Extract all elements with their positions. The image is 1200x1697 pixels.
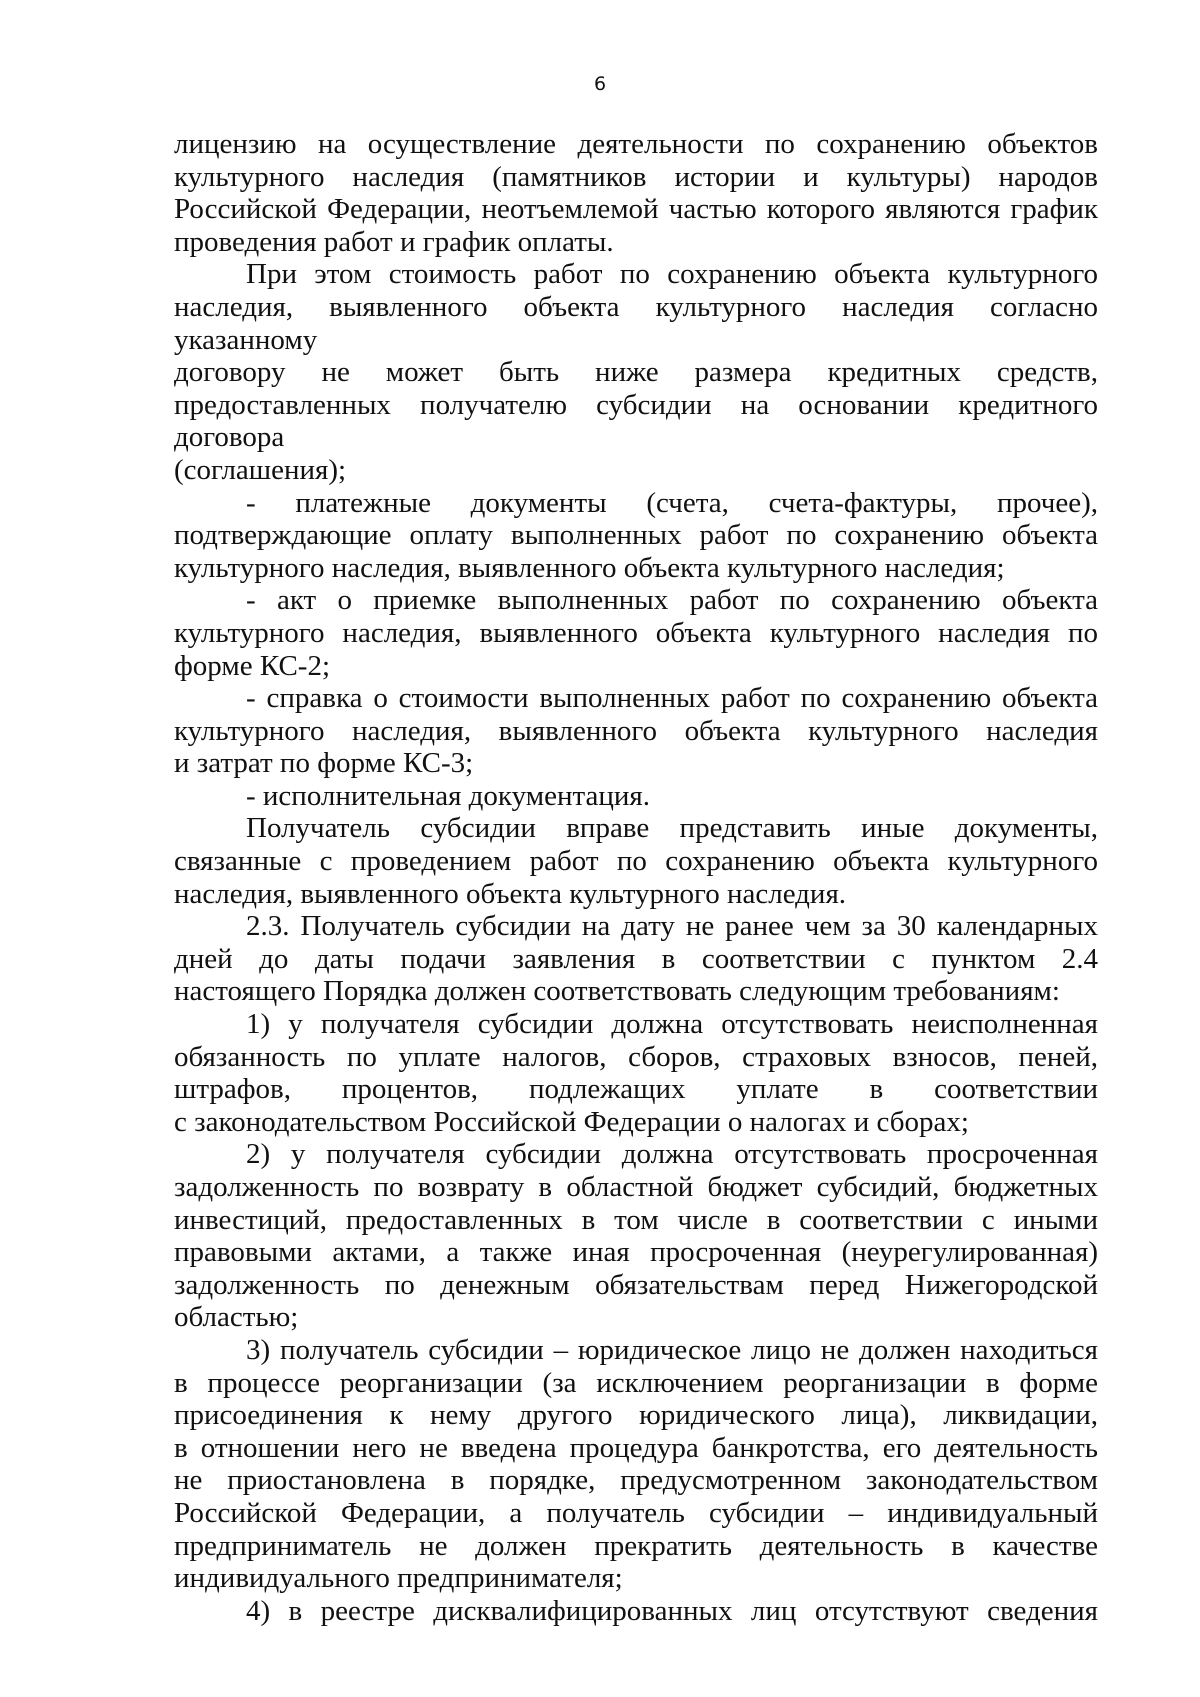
paragraph-line: и затрат по форме КС-3; bbox=[174, 747, 474, 780]
paragraph-line: связанные с проведением работ по сохранению объекта культурного bbox=[174, 845, 1098, 878]
page-number: 6 bbox=[593, 73, 607, 95]
paragraph-line: договору не может быть ниже размера кредитных средств, bbox=[174, 356, 1098, 389]
paragraph-line: лицензию на осуществление деятельности по сохранению объектов bbox=[174, 128, 1098, 160]
paragraph-line: штрафов, процентов, подлежащих уплате в соответствии bbox=[174, 1073, 1098, 1106]
paragraph-line: - платежные документы (счета, счета-фактуры, прочее), bbox=[246, 486, 1098, 519]
paragraph-line: наследия, выявленного объекта культурного наследия согласно указанному bbox=[174, 290, 1098, 356]
paragraph-line: настоящего Порядка должен соответствовать следующим требованиям: bbox=[174, 975, 1060, 1008]
paragraph-line: культурного наследия, выявленного объекта культурного наследия bbox=[174, 714, 1098, 747]
paragraph-line: - акт о приемке выполненных работ по сохранению объекта bbox=[246, 584, 1098, 617]
paragraph-line: 1) у получателя субсидии должна отсутствовать неисполненная bbox=[246, 1008, 1098, 1041]
paragraph-line: правовыми актами, а также иная просроченная (неурегулированная) bbox=[174, 1236, 1098, 1269]
paragraph-line: присоединения к нему другого юридического лица), ликвидации, bbox=[174, 1399, 1098, 1432]
document-body bbox=[174, 128, 1098, 1627]
paragraph-line: инвестиций, предоставленных в том числе в соответствии с иными bbox=[174, 1203, 1098, 1236]
paragraph-line: задолженность по денежным обязательствам перед Нижегородской bbox=[174, 1268, 1098, 1301]
paragraph-line: областью; bbox=[174, 1301, 299, 1334]
paragraph-line: - исполнительная документация. bbox=[246, 779, 650, 812]
paragraph-line: Российской Федерации, а получатель субсидии – индивидуальный bbox=[174, 1496, 1098, 1529]
paragraph-line: (соглашения); bbox=[174, 453, 347, 486]
paragraph-line: индивидуального предпринимателя; bbox=[174, 1562, 623, 1595]
paragraph-line: Российской Федерации, неотъемлемой частью которого являются график bbox=[174, 193, 1098, 226]
paragraph-line: обязанность по уплате налогов, сборов, страховых взносов, пеней, bbox=[174, 1040, 1098, 1073]
paragraph-line: культурного наследия (памятников истории и культуры) народов bbox=[174, 160, 1098, 193]
paragraph-line: предприниматель не должен прекратить деятельность в качестве bbox=[174, 1529, 1098, 1562]
paragraph-line: 3) получатель субсидии – юридическое лицо не должен находиться bbox=[246, 1333, 1098, 1366]
paragraph-line: задолженность по возврату в областной бюджет субсидий, бюджетных bbox=[174, 1171, 1098, 1203]
paragraph-line: 2) у получателя субсидии должна отсутствовать просроченная bbox=[246, 1138, 1098, 1171]
paragraph-line: культурного наследия, выявленного объекта культурного наследия по bbox=[174, 616, 1098, 649]
paragraph-line: 2.3. Получатель субсидии на дату не ранее чем за 30 календарных bbox=[246, 910, 1098, 943]
paragraph-line: культурного наследия, выявленного объекта культурного наследия; bbox=[174, 551, 1005, 584]
paragraph-line: Получатель субсидии вправе представить иные документы, bbox=[246, 812, 1098, 845]
paragraph-line: не приостановлена в порядке, предусмотренном законодательством bbox=[174, 1464, 1098, 1497]
paragraph-line: При этом стоимость работ по сохранению объекта культурного bbox=[246, 258, 1098, 291]
paragraph-line: проведения работ и график оплаты. bbox=[174, 225, 614, 258]
paragraph-line: - справка о стоимости выполненных работ по сохранению объекта bbox=[246, 682, 1098, 715]
paragraph-line: предоставленных получателю субсидии на основании кредитного договора bbox=[174, 388, 1098, 454]
paragraph-line: форме КС-2; bbox=[174, 649, 331, 682]
paragraph-line: с законодательством Российской Федерации о налогах и сборах; bbox=[174, 1105, 969, 1138]
paragraph-line: 4) в реестре дисквалифицированных лиц отсутствуют сведения bbox=[246, 1594, 1098, 1627]
paragraph-line: в процессе реорганизации (за исключением реорганизации в форме bbox=[174, 1366, 1098, 1399]
paragraph-line: дней до даты подачи заявления в соответствии с пунктом 2.4 bbox=[174, 942, 1098, 975]
paragraph-line: в отношении него не введена процедура банкротства, его деятельность bbox=[174, 1431, 1098, 1464]
paragraph-line: подтверждающие оплату выполненных работ по сохранению объекта bbox=[174, 519, 1098, 552]
paragraph-line: наследия, выявленного объекта культурного наследия. bbox=[174, 877, 847, 910]
